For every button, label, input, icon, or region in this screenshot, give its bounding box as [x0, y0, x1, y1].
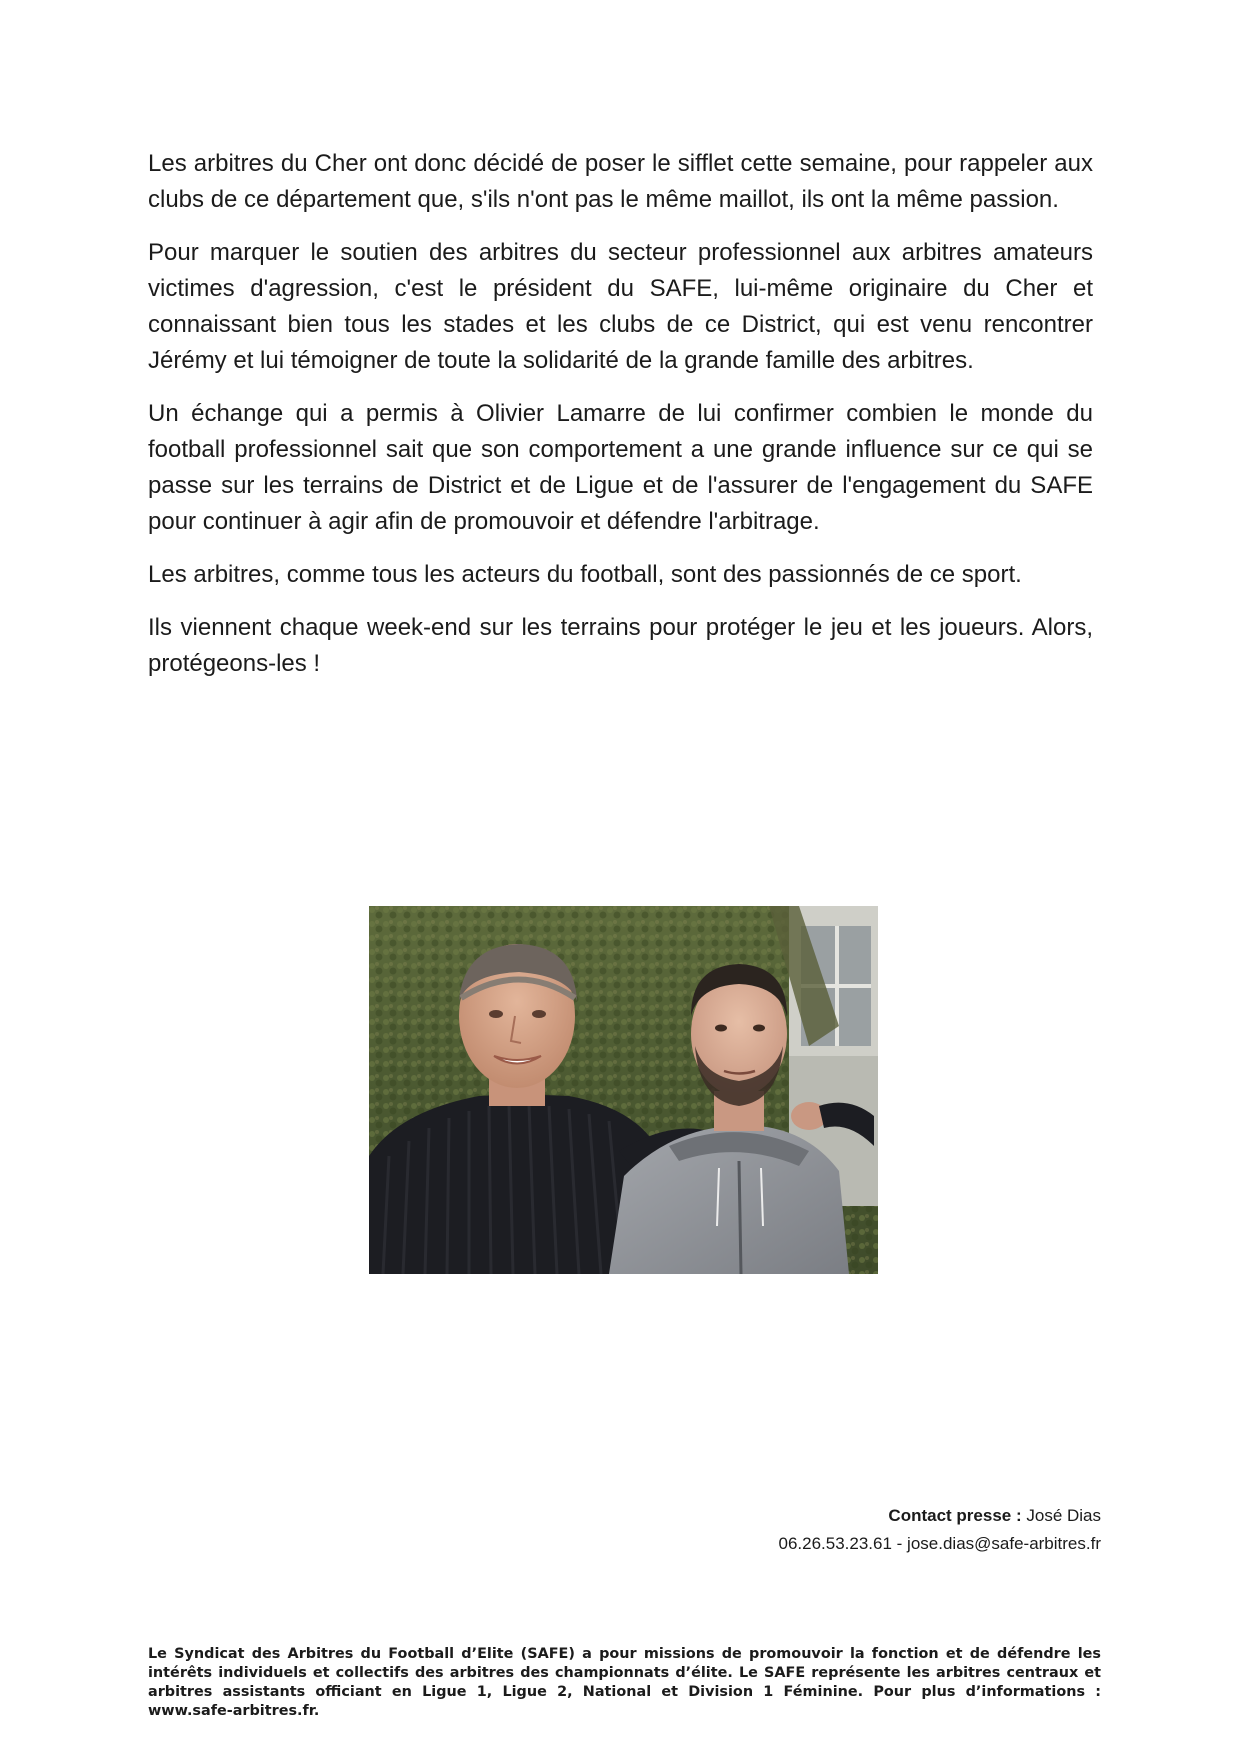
- contact-label: Contact presse :: [888, 1506, 1022, 1525]
- paragraph-1: Les arbitres du Cher ont donc décidé de poser le sifflet cette semaine, pour rappeler aux clubs de ce département que, s'ils n'ont pas le même maillot, ils ont la même passion.: [148, 150, 1093, 213]
- paragraph-4: Les arbitres, comme tous les acteurs du football, sont des passionnés de ce sport.: [148, 561, 1022, 588]
- contact-line-2: [778, 1530, 1101, 1558]
- paragraph-3: Un échange qui a permis à Olivier Lamarre de lui confirmer combien le monde du football professionnel sait que son comportement a une grande influence sur ce qui se passe sur les terrains de District et de Ligue et de l'assurer de l'engagement du SAFE pour continuer à agir afin de promouvoir et défendre l'arbitrage.: [148, 400, 1093, 535]
- paragraph-2: Pour marquer le soutien des arbitres du secteur professionnel aux arbitres amateurs victimes d'agression, c'est le président du SAFE, lui-même originaire du Cher et connaissant bien tous les stades et les clubs de ce District, qui est venu rencontrer Jérémy et lui témoigner de toute la solidarité de la grande famille des arbitres.: [148, 239, 1093, 374]
- contact-separator: -: [891, 1534, 908, 1553]
- photo-two-men: [369, 906, 878, 1274]
- paragraph-5: Ils viennent chaque week-end sur les terrains pour protéger le jeu et les joueurs. Alors, protégeons-les !: [148, 614, 1093, 677]
- footer-disclaimer: Le Syndicat des Arbitres du Football d’Elite (SAFE) a pour missions de promouvoir la fonction et de défendre les intérêts individuels et collectifs des arbitres des championnats d’élite. Le SAFE représente les arbitres centraux et arbitres assistants officiant en Ligue 1, Ligue 2, National et Division 1 Féminine. Pour plus d’informations : www.safe-arbitres.fr.: [148, 1646, 1101, 1719]
- article-body: [148, 146, 1093, 699]
- contact-email[interactable]: jose.dias@safe-arbitres.fr: [907, 1534, 1101, 1553]
- press-contact: [778, 1502, 1101, 1558]
- contact-name: José Dias: [1026, 1506, 1101, 1525]
- contact-phone: 06.26.53.23.61: [778, 1534, 892, 1553]
- contact-line-1: [778, 1502, 1101, 1530]
